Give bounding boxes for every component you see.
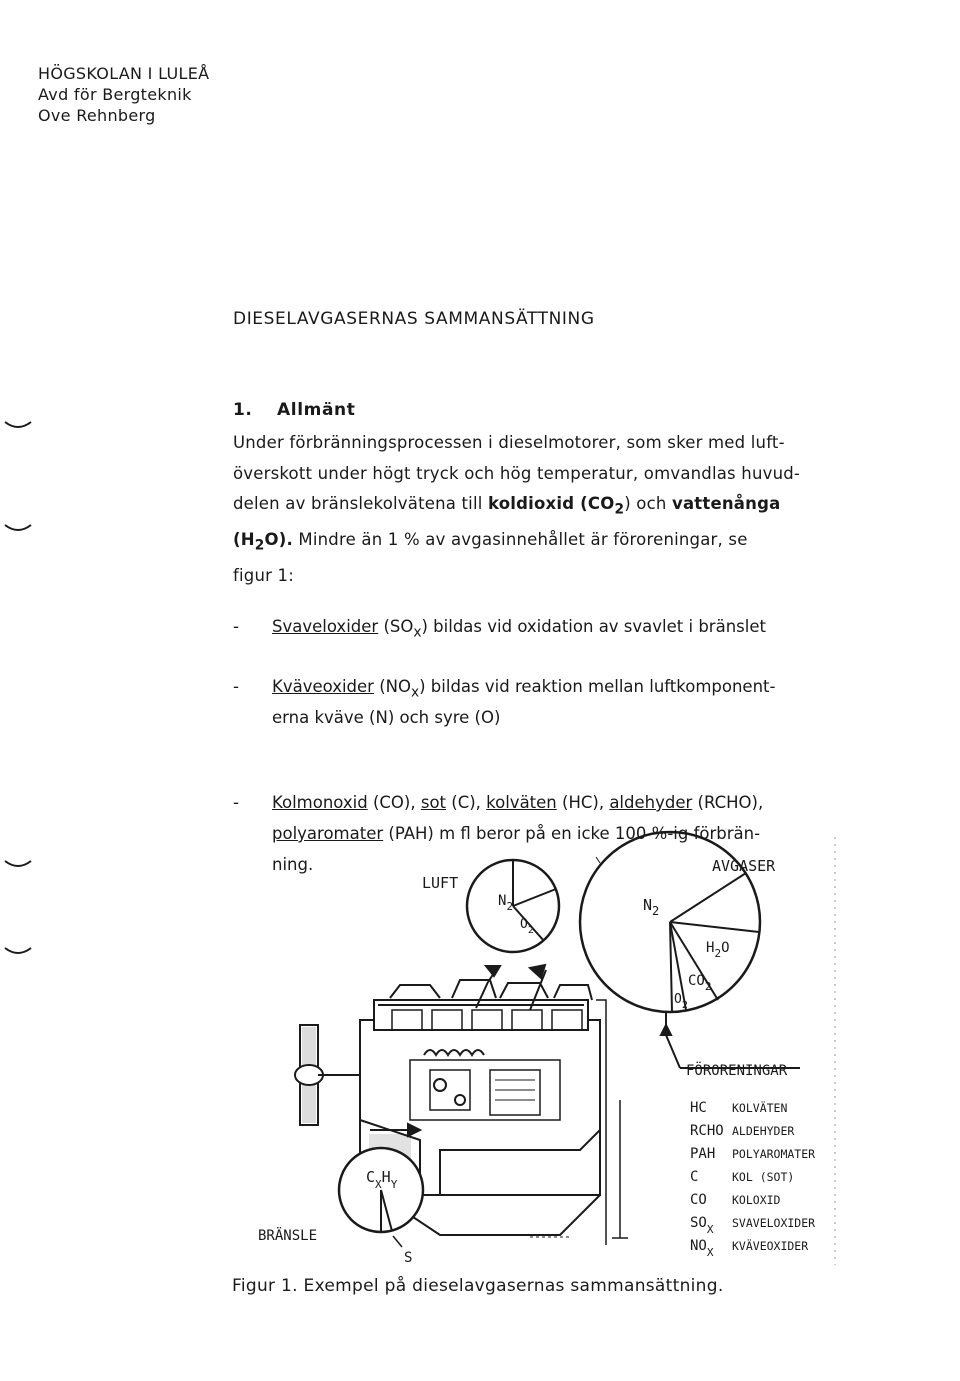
bullet-dash: - xyxy=(233,793,239,812)
bullet-dash: - xyxy=(233,677,239,696)
section-number: 1. xyxy=(233,400,253,420)
co2-label: $CO_2$ xyxy=(688,973,712,993)
bullet-text-part: ) bildas vid oxidation av svavlet i bränslet xyxy=(421,617,766,636)
paragraph-text: figur 1: xyxy=(233,565,295,585)
institution-name: HÖGSKOLAN I LULEÅ xyxy=(38,64,210,83)
term-koldioxid: koldioxid (CO xyxy=(487,494,615,513)
legend-code: $NO_X$ xyxy=(690,1238,714,1259)
legend-code: C xyxy=(690,1169,699,1185)
margin-mark xyxy=(1,944,35,960)
fuel-cxhy-label: $C_XH_Y$ xyxy=(366,1168,398,1191)
subscript: x xyxy=(413,624,422,641)
section-title: Allmänt xyxy=(277,400,356,420)
fuel-s-label: S xyxy=(404,1250,413,1266)
bullet-term: Kolmonoxid xyxy=(272,793,368,812)
bullet-term: aldehyder xyxy=(609,793,693,812)
term-h2o-end: O). xyxy=(264,529,293,549)
legend-code: HC xyxy=(690,1100,707,1116)
pollutant-legend xyxy=(690,1100,815,1259)
bullet-term: sot xyxy=(420,793,447,812)
legend-name: SVAVELOXIDER xyxy=(732,1216,816,1230)
bullet-text-part: (SO xyxy=(378,617,414,636)
legend-code: PAH xyxy=(690,1146,716,1162)
page-title: DIESELAVGASERNAS SAMMANSÄTTNING xyxy=(233,309,595,329)
o2-label-right: $O_2$ xyxy=(674,992,688,1011)
bullet-text-part: (HC), xyxy=(556,793,610,812)
bullet-text-part: (PAH) m fl beror på en icke 100 %-ig förbrän- xyxy=(383,824,761,843)
subscript: 2 xyxy=(254,537,265,554)
margin-mark xyxy=(1,521,35,537)
department-name: Avd för Bergteknik xyxy=(38,85,192,104)
author-name: Ove Rehnberg xyxy=(38,106,156,125)
bullet-text-line2: erna kväve (N) och syre (O) xyxy=(272,708,501,727)
n2-label-left: $N_2$ xyxy=(498,893,514,913)
bullet-text-part: (CO), xyxy=(367,793,421,812)
margin-mark xyxy=(1,418,35,434)
legend-name: KVÄVEOXIDER xyxy=(732,1239,809,1253)
legend-name: KOLVÄTEN xyxy=(732,1101,788,1115)
bullet-text-line3: ning. xyxy=(272,855,314,874)
figure-caption: Figur 1. Exempel på dieselavgasernas sammansättning. xyxy=(232,1276,724,1296)
avgaser-label: AVGASER xyxy=(712,857,776,875)
bullet-text-part: (NO xyxy=(373,677,411,696)
bullet-term: kolväten xyxy=(486,793,557,812)
paragraph-text: överskott under högt tryck och hög temperatur, omvandlas huvud- xyxy=(233,463,801,483)
o2-label-left: $O_2$ xyxy=(520,917,534,936)
bullet-text-part: ) bildas vid reaktion mellan luftkomponent- xyxy=(419,677,776,696)
legend-name: ALDEHYDER xyxy=(732,1124,795,1138)
bullet-dash: - xyxy=(233,617,239,636)
term-h2o: (H xyxy=(233,529,255,549)
n2-label-right: $N_2$ xyxy=(643,896,660,918)
paragraph-text: Under förbränningsprocessen i dieselmotorer, som sker med luft- xyxy=(233,433,785,452)
margin-mark xyxy=(1,857,35,873)
bullet-term: polyaromater xyxy=(272,824,384,843)
paragraph-text: delen av bränslekolvätena till xyxy=(233,494,488,513)
legend-name: KOLOXID xyxy=(732,1193,781,1207)
h2o-label: $H_2O$ xyxy=(706,940,730,960)
subscript: x xyxy=(410,684,420,701)
legend-code: CO xyxy=(690,1192,707,1208)
term-vattenanga: vattenånga xyxy=(671,494,781,513)
legend-name: KOL (SOT) xyxy=(732,1170,795,1184)
legend-name: POLYAROMATER xyxy=(732,1147,816,1161)
legend-code: $SO_X$ xyxy=(690,1215,714,1236)
bullet-term: Kväveoxider xyxy=(272,677,374,696)
fororeningar-label: FÖRORENINGAR xyxy=(686,1063,788,1079)
bullet-term: Svaveloxider xyxy=(272,617,379,636)
paragraph-text: ) och xyxy=(624,494,672,513)
fuel-composition-pie xyxy=(339,1148,423,1266)
legend-code: RCHO xyxy=(690,1123,724,1139)
bullet-text-part: (C), xyxy=(446,793,487,812)
bransle-label: BRÄNSLE xyxy=(258,1228,318,1244)
subscript: 2 xyxy=(614,501,625,518)
bullet-text-part: (RCHO), xyxy=(692,793,764,812)
air-composition-pie xyxy=(467,860,559,952)
paragraph-text: Mindre än 1 % av avgasinnehållet är föroreningar, se xyxy=(292,529,748,549)
luft-label: LUFT xyxy=(422,874,459,892)
